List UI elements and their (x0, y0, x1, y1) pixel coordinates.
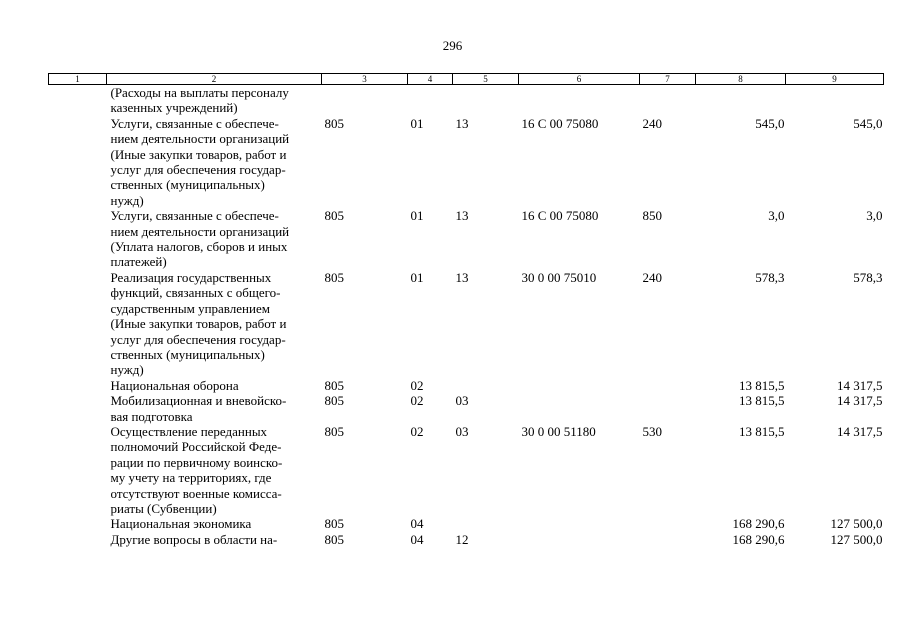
row-code-admin: 805 (324, 115, 344, 131)
row-subsection: 03 (455, 393, 469, 409)
row-amount-year1 (696, 85, 786, 116)
column-number: 8 (696, 74, 786, 85)
table-row (49, 208, 884, 270)
row-section: 04 (410, 516, 424, 532)
page-number: 296 (442, 38, 463, 53)
table-row (49, 85, 884, 116)
column-number: 5 (453, 74, 519, 85)
row-subsection: 13 (455, 115, 469, 131)
row-amount-year2: 14 317,5 (837, 377, 883, 393)
row-name: Осуществление переданных полномочий Российской Феде- рации по первичному воинско- му учету на территориях, где отсутствуют военные комисса- риаты (Субвенции) (110, 423, 283, 516)
row-target-article: 16 С 00 75080 (521, 208, 599, 224)
table-row (49, 378, 884, 393)
column-number: 6 (519, 74, 640, 85)
row-code-admin: 805 (324, 393, 344, 409)
row-section: 01 (410, 208, 424, 224)
row-amount-year2 (786, 85, 884, 116)
column-number: 4 (408, 74, 453, 85)
row-amount-year2: 127 500,0 (830, 531, 883, 547)
row-name: Услуги, связанные с обеспече- нием деятельности организаций (Уплата налогов, сборов и иных платежей) (110, 208, 290, 270)
row-code-admin: 805 (324, 516, 344, 532)
row-amount-year1: 578,3 (755, 269, 785, 285)
row-expense-type: 850 (642, 208, 662, 224)
table-row (49, 116, 884, 208)
table-row (49, 516, 884, 531)
cell-col1 (49, 270, 107, 378)
cell-col1 (49, 424, 107, 516)
row-section: 02 (410, 393, 424, 409)
cell-col1 (49, 116, 107, 208)
row-target-article: 16 С 00 75080 (521, 115, 599, 131)
row-expense-type (640, 393, 696, 424)
row-section (408, 85, 453, 116)
row-code-admin: 805 (324, 208, 344, 224)
cell-col1 (49, 85, 107, 116)
row-amount-year2: 578,3 (853, 269, 883, 285)
row-code-admin: 805 (324, 531, 344, 547)
table-row (49, 424, 884, 516)
row-target-article (519, 393, 640, 424)
column-number: 3 (322, 74, 408, 85)
column-number: 7 (640, 74, 696, 85)
row-section: 01 (410, 269, 424, 285)
row-amount-year1: 545,0 (755, 115, 785, 131)
budget-table (48, 73, 884, 547)
column-number: 9 (786, 74, 884, 85)
row-amount-year2: 3,0 (866, 208, 883, 224)
row-name: (Расходы на выплаты персоналу казенных учреждений) (110, 85, 289, 116)
row-name: Реализация государственных функций, связанных с общего- сударственным управлением (Иные закупки товаров, работ и услуг для обеспечения государ- ственных (муниципальных) нужд) (110, 269, 287, 378)
row-expense-type: 240 (642, 269, 662, 285)
row-expense-type: 240 (642, 115, 662, 131)
row-expense-type (640, 378, 696, 393)
row-subsection: 13 (455, 269, 469, 285)
row-amount-year1: 168 290,6 (732, 531, 785, 547)
row-amount-year2: 14 317,5 (837, 423, 883, 439)
cell-col1 (49, 378, 107, 393)
row-section: 01 (410, 115, 424, 131)
table-row (49, 270, 884, 378)
row-amount-year2: 14 317,5 (837, 393, 883, 409)
row-subsection: 03 (455, 423, 469, 439)
row-expense-type (640, 85, 696, 116)
row-target-article: 30 0 00 51180 (521, 423, 596, 439)
row-code-admin: 805 (324, 423, 344, 439)
column-number: 2 (107, 74, 322, 85)
row-target-article: 30 0 00 75010 (521, 269, 597, 285)
row-code-admin: 805 (324, 269, 344, 285)
cell-col1 (49, 532, 107, 547)
row-subsection (453, 378, 519, 393)
row-expense-type (640, 516, 696, 531)
row-subsection (453, 516, 519, 531)
column-number-row (49, 74, 884, 85)
row-amount-year2: 545,0 (853, 115, 883, 131)
cell-col1 (49, 393, 107, 424)
row-amount-year1: 13 815,5 (739, 423, 785, 439)
row-name: Национальная экономика (110, 516, 252, 532)
row-name: Мобилизационная и вневойско- вая подготовка (110, 393, 287, 424)
row-target-article (519, 378, 640, 393)
row-expense-type (640, 532, 696, 547)
cell-col1 (49, 516, 107, 531)
table-row (49, 393, 884, 424)
row-code-admin: 805 (324, 377, 344, 393)
row-subsection (453, 85, 519, 116)
row-amount-year1: 13 815,5 (739, 393, 785, 409)
table-row (49, 532, 884, 547)
row-name: Национальная оборона (110, 377, 239, 393)
row-section: 02 (410, 423, 424, 439)
row-expense-type: 530 (642, 423, 662, 439)
row-section: 04 (410, 531, 424, 547)
column-number: 1 (49, 74, 107, 85)
row-amount-year1: 3,0 (768, 208, 785, 224)
cell-col1 (49, 208, 107, 270)
row-name: Другие вопросы в области на- (110, 531, 278, 547)
row-section: 02 (410, 377, 424, 393)
row-code-admin (322, 85, 408, 116)
row-target-article (519, 85, 640, 116)
row-target-article (519, 516, 640, 531)
row-subsection: 13 (455, 208, 469, 224)
row-name: Услуги, связанные с обеспече- нием деятельности организаций (Иные закупки товаров, работ и услуг для обеспечения государ- ственных (муниципальных) нужд) (110, 115, 290, 208)
row-amount-year2: 127 500,0 (830, 516, 883, 532)
row-target-article (519, 532, 640, 547)
row-amount-year1: 168 290,6 (732, 516, 785, 532)
row-amount-year1: 13 815,5 (739, 377, 785, 393)
row-subsection: 12 (455, 531, 469, 547)
